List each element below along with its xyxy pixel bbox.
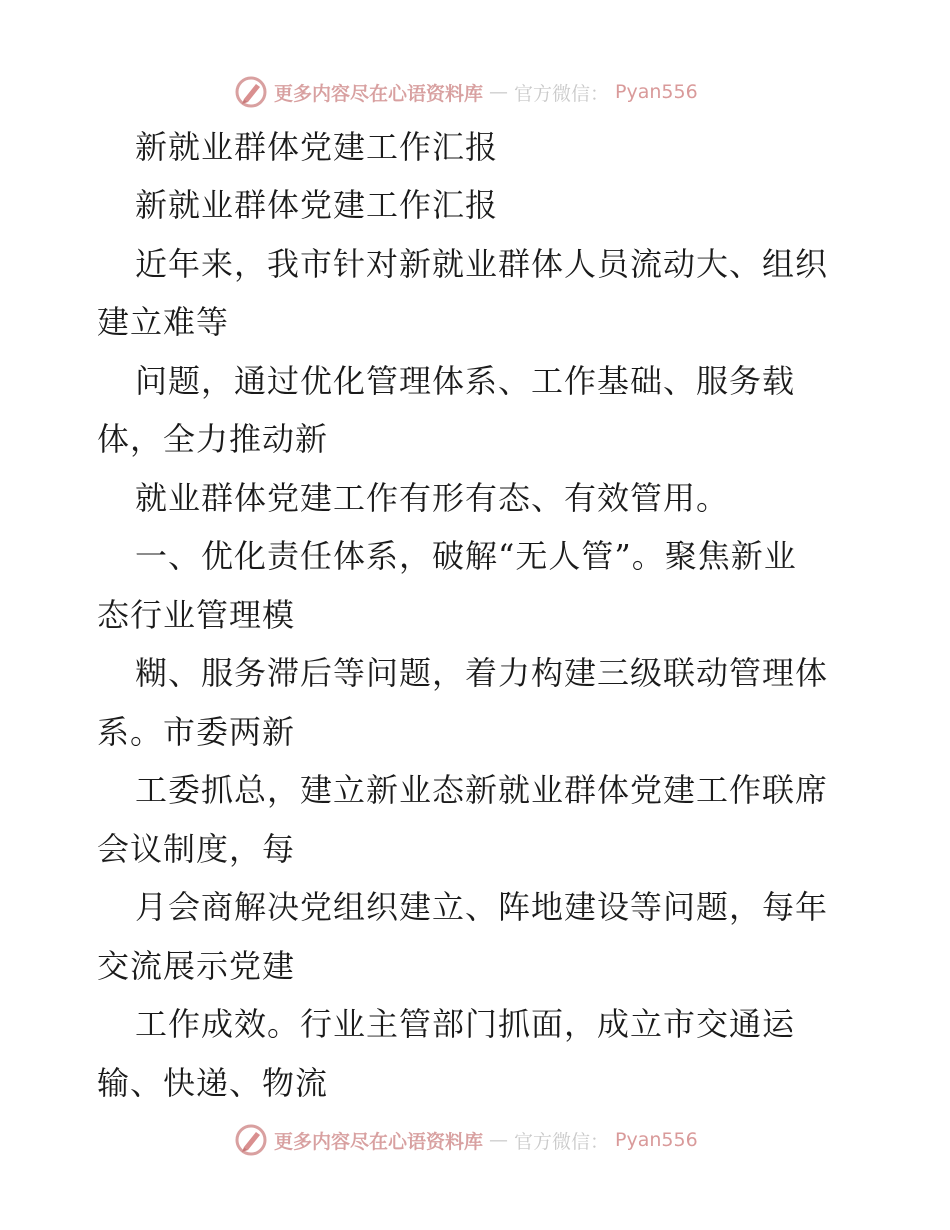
paragraph-line: 糊、服务滞后等问题，着力构建三级联动管理体 xyxy=(135,654,829,692)
paragraph-line: 月会商解决党组织建立、阵地建设等问题，每年 xyxy=(135,888,829,926)
pen-logo-icon xyxy=(234,1123,268,1157)
paragraph-line: 态行业管理模 xyxy=(97,596,296,634)
header-watermark xyxy=(234,72,698,112)
document-title: 新就业群体党建工作汇报 xyxy=(135,128,499,166)
paragraph-line: 近年来，我市针对新就业群体人员流动大、组织 xyxy=(135,245,829,283)
paragraph-line: 系。市委两新 xyxy=(97,713,296,751)
paragraph-line: 输、快递、物流 xyxy=(97,1064,329,1102)
paragraph-line: 交流展示党建 xyxy=(97,947,296,985)
paragraph-line: 问题，通过优化管理体系、工作基础、服务载 xyxy=(135,362,796,400)
pen-logo-icon xyxy=(234,75,268,109)
watermark-dash: — xyxy=(489,1129,509,1151)
watermark-official-label: 官方微信： xyxy=(514,82,610,105)
watermark-official-label: 官方微信： xyxy=(514,1130,610,1153)
paragraph-line: 会议制度，每 xyxy=(97,830,296,868)
watermark-dash: — xyxy=(489,81,509,103)
paragraph-line: 体，全力推动新 xyxy=(97,420,329,458)
watermark-wechat-id: Pyan556 xyxy=(615,81,698,103)
paragraph-line: 建立难等 xyxy=(97,303,230,341)
document-title-repeat: 新就业群体党建工作汇报 xyxy=(135,186,499,224)
paragraph-line: 工作成效。行业主管部门抓面，成立市交通运 xyxy=(135,1005,796,1043)
section-heading-line: 一、优化责任体系，破解“无人管”。聚焦新业 xyxy=(135,537,797,575)
watermark-text: 更多内容尽在心语资料库 xyxy=(274,82,484,105)
paragraph-line: 就业群体党建工作有形有态、有效管用。 xyxy=(135,479,730,517)
watermark-wechat-id: Pyan556 xyxy=(615,1129,698,1151)
paragraph-line: 工委抓总，建立新业态新就业群体党建工作联席 xyxy=(135,771,829,809)
watermark-text: 更多内容尽在心语资料库 xyxy=(274,1130,484,1153)
footer-watermark xyxy=(234,1120,698,1160)
